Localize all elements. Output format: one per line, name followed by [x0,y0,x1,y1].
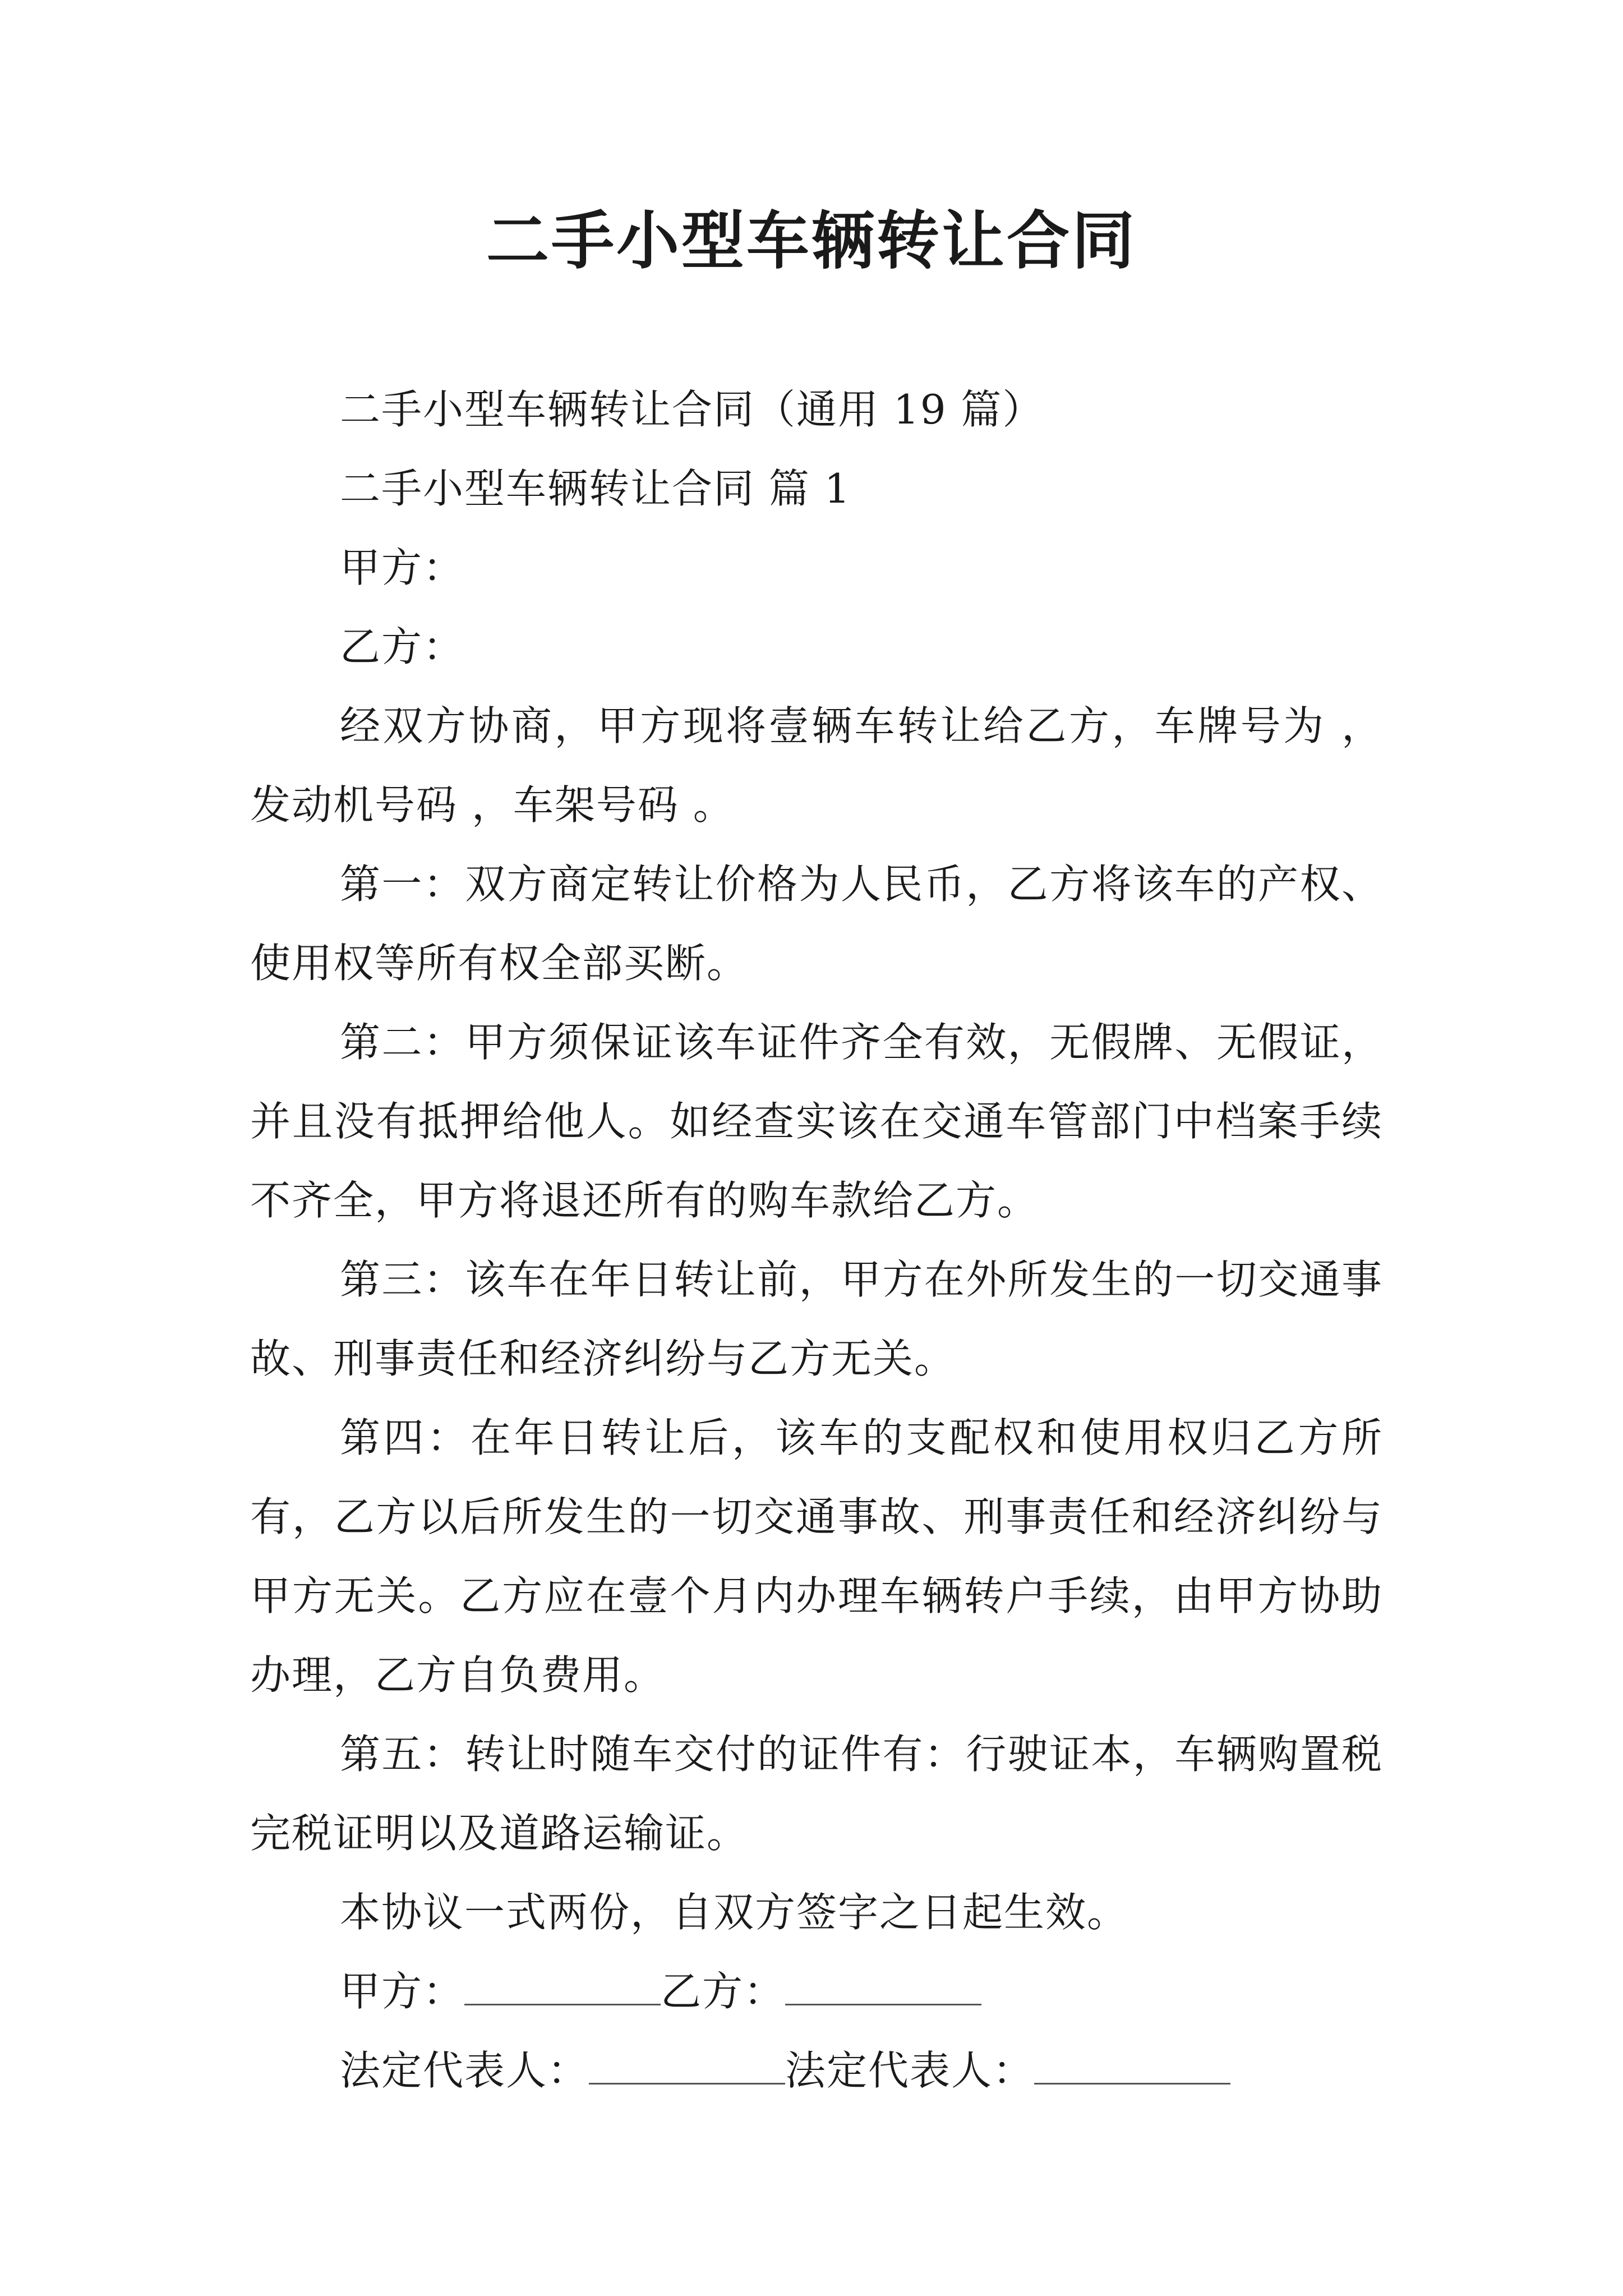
party-a-signature-label: 甲方： [340,1968,465,2015]
effective-statement: 本协议一式两份，自双方签字之日起生效。 [340,1889,1129,1936]
signature-parties-line [250,1952,1383,2031]
section-heading: 二手小型车辆转让合同 篇 1 [340,465,851,512]
party-a-line: 甲方： [340,544,465,591]
party-b-signature-label: 乙方： [661,1968,786,2015]
clause-5: 第五：转让时随车交付的证件有：行驶证本，车辆购置税完税证明以及道路运输证。 [250,1731,1383,1857]
clause-4: 第四：在年日转让后，该车的支配权和使用权归乙方所有，乙方以后所发生的一切交通事故、刑事责任和经济纠纷与甲方无关。乙方应在壹个月内办理车辆转户手续，由甲方协助办理，乙方自负费用。 [250,1414,1383,1699]
party-a-signature-blank [464,1970,661,2005]
rep-b-signature-blank [1034,2049,1230,2085]
rep-a-signature-blank [589,2049,785,2085]
document-body [250,370,1383,2110]
document-title: 二手小型车辆转让合同 [486,204,1137,278]
signature-reps-line [250,2031,1383,2110]
agreement-intro: 经双方协商，甲方现将壹辆车转让给乙方，车牌号为 ，发动机号码 ，车架号码 。 [250,702,1383,829]
subtitle-line: 二手小型车辆转让合同（通用 19 篇） [340,386,1044,433]
party-b-line: 乙方： [340,623,465,670]
party-b-signature-blank [785,1970,981,2005]
clause-3: 第三：该车在年日转让前，甲方在外所发生的一切交通事故、刑事责任和经济纠纷与乙方无关。 [250,1256,1383,1382]
clause-2: 第二：甲方须保证该车证件齐全有效，无假牌、无假证，并且没有抵押给他人。如经查实该在交通车管部门中档案手续不齐全，甲方将退还所有的购车款给乙方。 [250,1019,1383,1224]
rep-b-signature-label: 法定代表人： [785,2047,1035,2094]
clause-1: 第一：双方商定转让价格为人民币，乙方将该车的产权、使用权等所有权全部买断。 [250,861,1383,987]
rep-a-signature-label: 法定代表人： [340,2047,589,2094]
